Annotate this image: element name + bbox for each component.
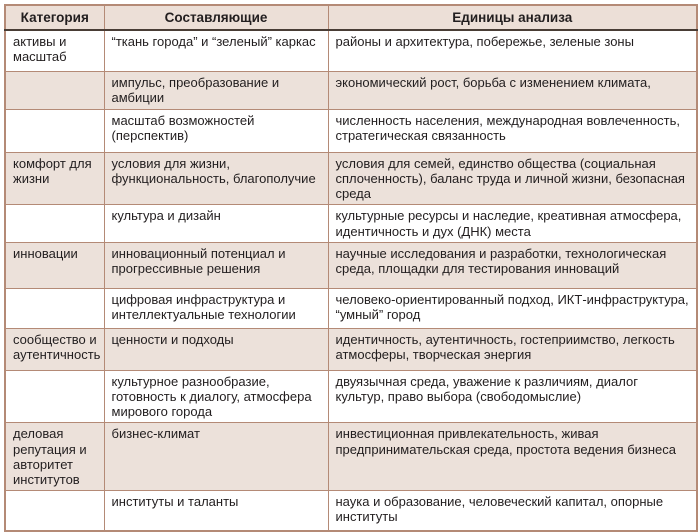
component-cell: масштаб возможностей (перспектив) — [104, 109, 328, 152]
table-row — [5, 72, 697, 109]
component-cell: “ткань города” и “зеленый” каркас — [104, 30, 328, 72]
table-row — [5, 328, 697, 370]
header-row — [5, 5, 697, 30]
table-row — [5, 242, 697, 288]
units-cell: человеко-ориентированный подход, ИКТ-инфраструктура, “умный” город — [328, 288, 697, 328]
table-row — [5, 370, 697, 423]
units-cell: двуязычная среда, уважение к различиям, диалог культур, право выбора (свободомыслие) — [328, 370, 697, 423]
table-row — [5, 491, 697, 531]
column-header-category: Категория — [5, 5, 104, 30]
category-cell — [5, 109, 104, 152]
units-cell: наука и образование, человеческий капитал, опорные институты — [328, 491, 697, 531]
component-cell: цифровая инфраструктура и интеллектуальные технологии — [104, 288, 328, 328]
units-cell: научные исследования и разработки, технологическая среда, площадки для тестирования инноваций — [328, 242, 697, 288]
table-row — [5, 205, 697, 242]
category-cell: инновации — [5, 242, 104, 288]
units-cell: численность населения, международная вовлеченность, стратегическая связанность — [328, 109, 697, 152]
component-cell: бизнес-климат — [104, 423, 328, 491]
column-header-components: Составляющие — [104, 5, 328, 30]
category-cell: комфорт для жизни — [5, 152, 104, 205]
table-row — [5, 152, 697, 205]
table-row — [5, 288, 697, 328]
category-cell — [5, 370, 104, 423]
units-cell: экономический рост, борьба с изменением климата, — [328, 72, 697, 109]
units-cell: культурные ресурсы и наследие, креативная атмосфера, идентичность и дух (ДНК) места — [328, 205, 697, 242]
table-row — [5, 109, 697, 152]
category-cell — [5, 205, 104, 242]
component-cell: институты и таланты — [104, 491, 328, 531]
category-cell: деловая репутация и авторитет институтов — [5, 423, 104, 491]
category-cell: сообщество и аутентичность — [5, 328, 104, 370]
component-cell: ценности и подходы — [104, 328, 328, 370]
units-cell: идентичность, аутентичность, гостеприимство, легкость атмосферы, творческая энергия — [328, 328, 697, 370]
component-cell: условия для жизни, функциональность, благополучие — [104, 152, 328, 205]
category-cell: активы и масштаб — [5, 30, 104, 72]
table-row — [5, 30, 697, 72]
category-cell — [5, 491, 104, 531]
component-cell: импульс, преобразование и амбиции — [104, 72, 328, 109]
component-cell: инновационный потенциал и прогрессивные решения — [104, 242, 328, 288]
table-row — [5, 423, 697, 491]
analysis-table — [4, 4, 698, 532]
units-cell: районы и архитектура, побережье, зеленые зоны — [328, 30, 697, 72]
component-cell: культурное разнообразие, готовность к диалогу, атмосфера мирового города — [104, 370, 328, 423]
component-cell: культура и дизайн — [104, 205, 328, 242]
units-cell: условия для семей, единство общества (социальная сплоченность), баланс труда и личной жизни, безопасная среда — [328, 152, 697, 205]
column-header-units: Единицы анализа — [328, 5, 697, 30]
category-cell — [5, 288, 104, 328]
category-cell — [5, 72, 104, 109]
units-cell: инвестиционная привлекательность, живая предпринимательская среда, простота ведения бизнеса — [328, 423, 697, 491]
